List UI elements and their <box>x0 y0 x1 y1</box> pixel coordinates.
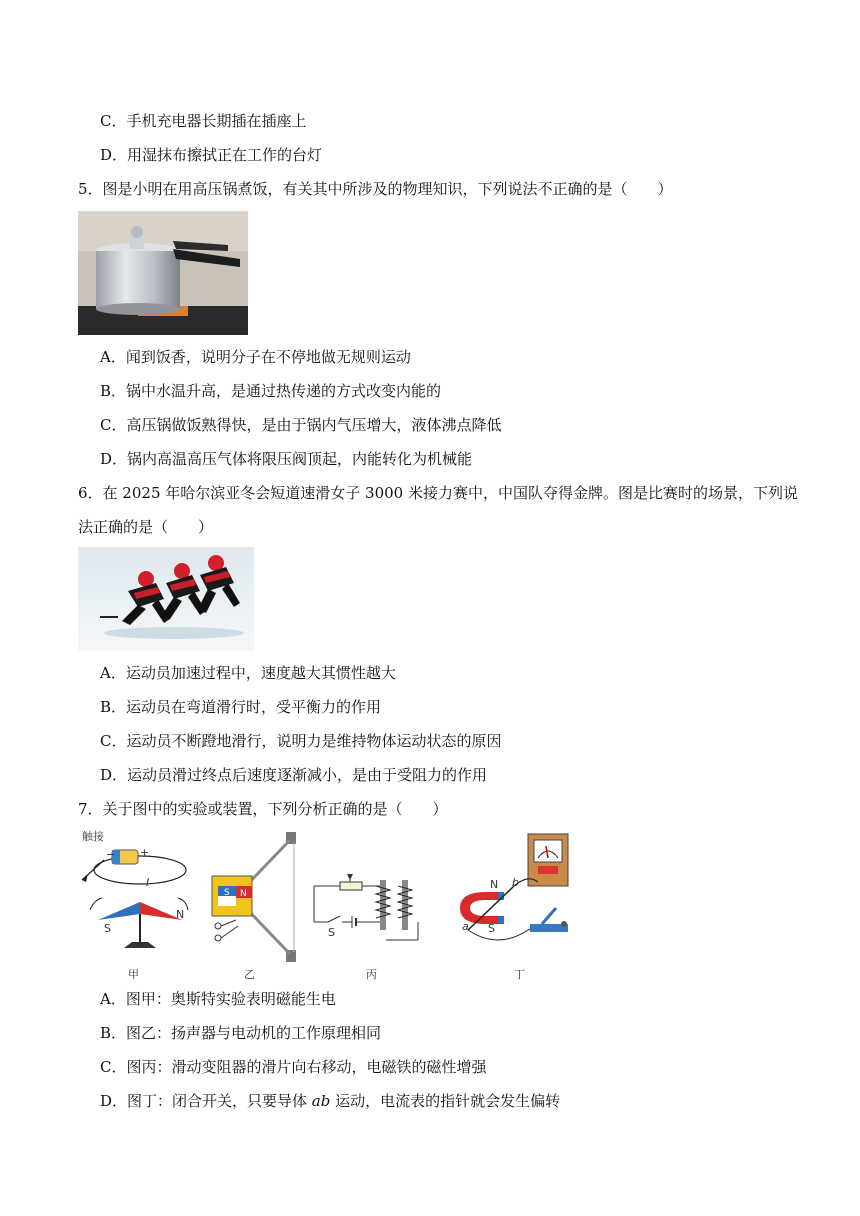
ding-a-label: a <box>462 920 469 933</box>
q7-option-c: C．图丙：滑动变阻器的滑片向右移动，电磁铁的磁性增强 <box>100 1058 487 1076</box>
ding-b-label: b <box>512 876 519 889</box>
q7-option-d <box>100 1091 560 1111</box>
q6-stem-line2: 法正确的是（ ） <box>78 518 214 536</box>
jia-n-label: N <box>176 908 185 921</box>
q5-stem: 5．图是小明在用高压锅煮饭，有关其中所涉及的物理知识，下列说法不正确的是（ ） <box>78 180 673 198</box>
jia-s-label: S <box>104 922 111 935</box>
figure-ding-induction <box>458 830 588 981</box>
q6-stem-line1: 6．在 2025 年哈尔滨亚冬会短道速滑女子 3000 米接力赛中，中国队夺得金牌。图是比赛时的场景，下列说 <box>78 484 798 502</box>
figure-jia-oersted <box>78 830 198 981</box>
jia-caption: 甲 <box>128 968 139 981</box>
ding-caption: 丁 <box>514 968 525 981</box>
jia-minus-label: − <box>106 848 116 861</box>
q6-option-d: D．运动员滑过终点后速度逐渐减小，是由于受阻力的作用 <box>100 766 488 784</box>
pressure-cooker-photo <box>78 211 248 335</box>
q7-stem: 7．关于图中的实验或装置，下列分析正确的是（ ） <box>78 800 448 818</box>
q5-option-a: A．闻到饭香，说明分子在不停地做无规则运动 <box>100 348 411 366</box>
q5-option-b: B．锅中水温升高，是通过热传递的方式改变内能的 <box>100 382 442 400</box>
q5-option-c: C．高压锅做饭熟得快，是由于锅内气压增大，液体沸点降低 <box>100 416 502 434</box>
q4-option-c: C．手机充电器长期插在插座上 <box>100 112 307 130</box>
q7-option-d-pre: D．图丁：闭合开关，只要导体 <box>100 1092 312 1110</box>
q6-option-b: B．运动员在弯道滑行时，受平衡力的作用 <box>100 698 382 716</box>
ding-n-label: N <box>490 878 499 891</box>
speed-skating-photo <box>78 547 254 651</box>
q7-option-a: A．图甲：奥斯特实验表明磁能生电 <box>100 990 336 1008</box>
q4-option-d: D．用湿抹布擦拭正在工作的台灯 <box>100 146 323 164</box>
jia-touch-label: 触接 <box>82 830 104 843</box>
q6-option-c: C．运动员不断蹬地滑行，说明力是维持物体运动状态的原因 <box>100 732 502 750</box>
svg-text:N: N <box>240 889 247 899</box>
q6-option-a: A．运动员加速过程中，速度越大其惯性越大 <box>100 664 396 682</box>
q7-option-b: B．图乙：扬声器与电动机的工作原理相同 <box>100 1024 382 1042</box>
svg-text:S: S <box>224 888 230 898</box>
figure-bing-electromagnet <box>310 860 430 981</box>
ding-s-label: S <box>488 922 495 935</box>
q7-option-d-post: 运动，电流表的指针就会发生偏转 <box>330 1092 561 1110</box>
jia-plus-label: + <box>140 846 150 859</box>
q7-option-d-ab: ab <box>311 1092 331 1110</box>
bing-caption: 丙 <box>366 968 377 981</box>
bing-s-label: S <box>328 926 335 939</box>
jia-current-label: I <box>146 876 150 889</box>
yi-caption: 乙 <box>244 968 255 981</box>
figure-yi-loudspeaker <box>206 830 302 981</box>
q5-option-d: D．锅内高温高压气体将限压阀顶起，内能转化为机械能 <box>100 450 473 468</box>
